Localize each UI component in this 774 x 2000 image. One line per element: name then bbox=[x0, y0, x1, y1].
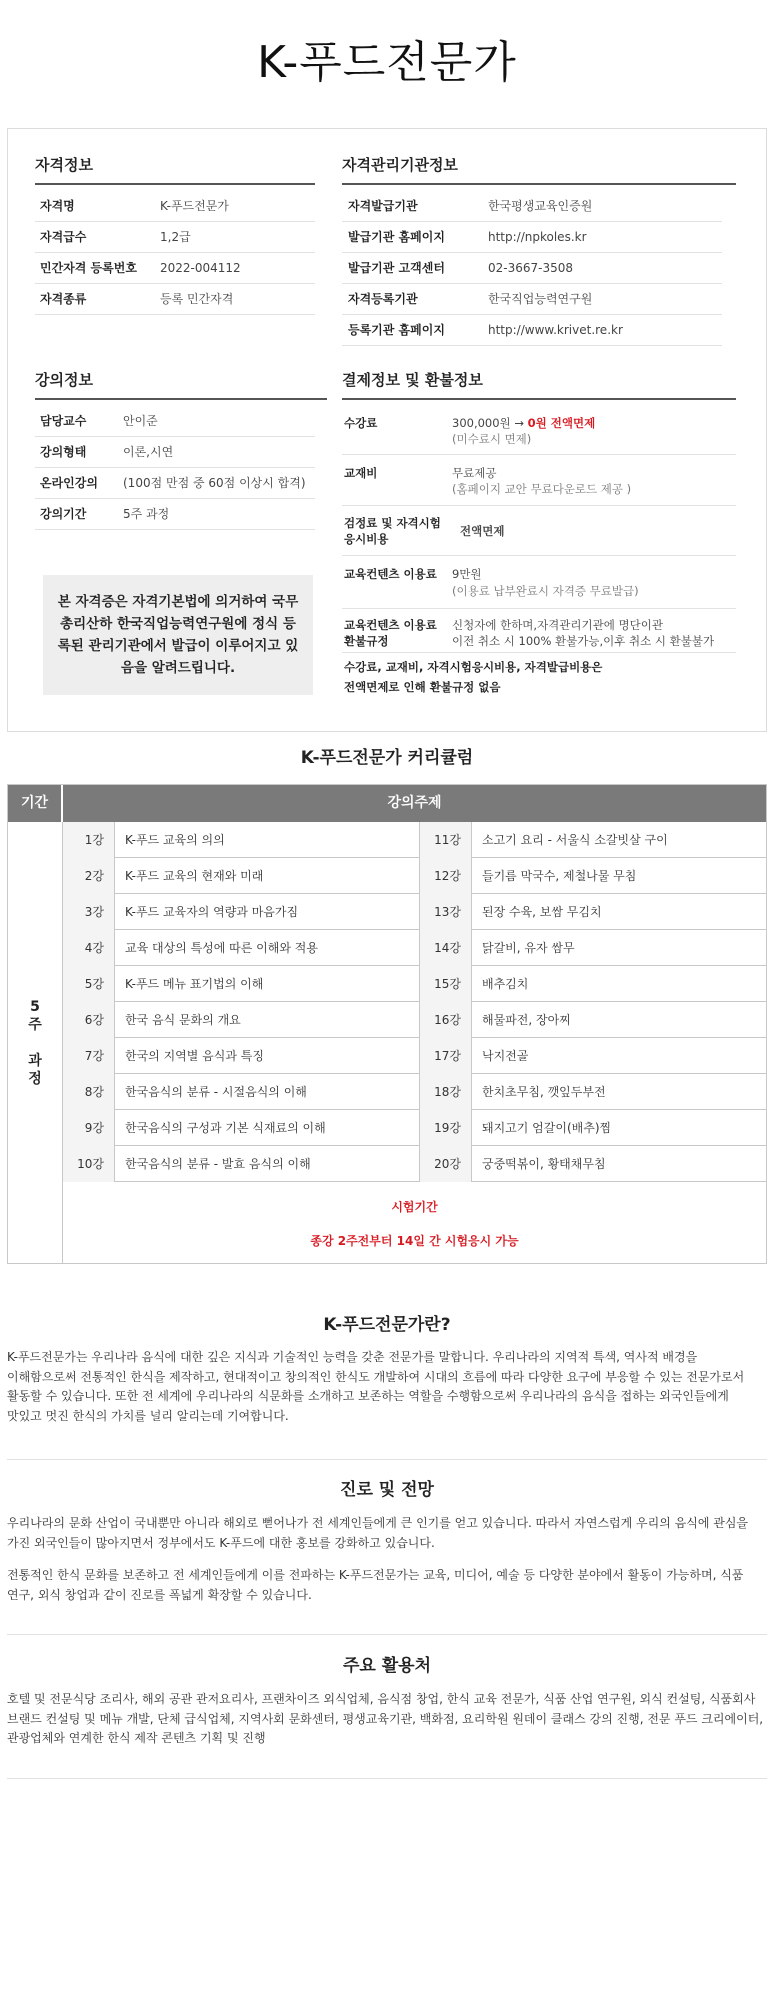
lecture-number: 18강 bbox=[420, 1074, 472, 1110]
agency-value: 한국직업능력연구원 bbox=[488, 292, 593, 306]
career-body-1: 우리나라의 문화 산업이 국내뿐만 아니라 해외로 뻗어나가 전 세계인들에게 큰 인기를 얻고 있습니다. 따라서 자연스럽게 우리의 음식에 관심을 가진 외국인들이 많아지면서 정부에서도 K-푸드에 대한 홍보를 강화하고 있습니다. bbox=[7, 1516, 749, 1550]
refund-summary bbox=[344, 657, 602, 697]
qualification-value: 2022-004112 bbox=[160, 261, 241, 275]
period-cell bbox=[8, 822, 63, 1263]
qualification-key: 민간자격 등록번호 bbox=[40, 261, 137, 275]
agency-heading: 자격관리기관정보 bbox=[342, 155, 736, 185]
lecture-topic: 궁중떡볶이, 황태채무침 bbox=[482, 1157, 606, 1171]
lecture-value: 이론,시연 bbox=[123, 445, 174, 459]
exam-fee-value: 전액면제 bbox=[460, 524, 505, 538]
curriculum-row bbox=[63, 1074, 766, 1110]
agency-value: 02-3667-3508 bbox=[488, 261, 574, 275]
about-body: K-푸드전문가는 우리나라 음식에 대한 깊은 지식과 기술적인 능력을 갖춘 전문가를 말합니다. 우리나라의 지역적 특색, 역사적 배경을 이해함으로써 전통적인 한식을 제작하고, 현대적이고 창의적인 한식도 개발하여 시대의 흐름에 따라 다양한 요구에 부응할 수 있는 전문가로서 활동할 수 있습니다. 또한 전 세계에 우리나라의 식문화를 소개하고 보존하는 역할을 수행함으로써 우리나라의 음식을 접하는 외국인들에게 맛있고 멋진 한식의 가치를 널리 알리는데 기여합니다. bbox=[7, 1350, 745, 1423]
agency-key: 자격등록기관 bbox=[348, 292, 418, 306]
qualification-value: 1,2급 bbox=[160, 230, 191, 244]
lecture-row bbox=[35, 468, 315, 499]
lecture-key: 강의형태 bbox=[40, 445, 87, 459]
lecture-number: 19강 bbox=[420, 1110, 472, 1146]
qualification-value: K-푸드전문가 bbox=[160, 199, 229, 213]
divider bbox=[7, 1634, 767, 1635]
agency-homepage-link[interactable]: http://npkoles.kr bbox=[488, 230, 587, 244]
tuition-free: 0원 전액면제 bbox=[527, 416, 596, 430]
material-sub: (홈페이지 교안 무료다운로드 제공 ) bbox=[452, 482, 632, 496]
lecture-number: 3강 bbox=[63, 894, 115, 930]
qualification-row bbox=[35, 253, 315, 284]
content-fee-row bbox=[342, 556, 736, 609]
refund-summary-line: 수강료, 교재비, 자격시험응시비용, 자격발급비용은 bbox=[344, 660, 603, 674]
lecture-topic: 한치초무침, 깻잎두부전 bbox=[482, 1085, 606, 1099]
lecture-number: 14강 bbox=[420, 930, 472, 966]
agency-key: 발급기관 홈페이지 bbox=[348, 230, 445, 244]
period-text: 5 bbox=[30, 998, 40, 1015]
qualification-row bbox=[35, 191, 315, 222]
agency-key: 자격발급기관 bbox=[348, 199, 418, 213]
curriculum-row bbox=[63, 966, 766, 1002]
curriculum-table bbox=[7, 784, 767, 1264]
column-divider bbox=[419, 1074, 420, 1110]
period-text: 정 bbox=[28, 1070, 42, 1087]
lecture-number: 2강 bbox=[63, 858, 115, 894]
lecture-number: 6강 bbox=[63, 1002, 115, 1038]
exam-fee-label-line: 검정료 및 자격시험 bbox=[344, 516, 441, 530]
column-divider bbox=[419, 1146, 420, 1182]
column-divider bbox=[419, 966, 420, 1002]
lecture-topic: 한국음식의 구성과 기본 식재료의 이해 bbox=[125, 1121, 326, 1135]
lecture-topic: K-푸드 교육자의 역량과 마음가짐 bbox=[125, 905, 299, 919]
qualification-row bbox=[35, 284, 315, 315]
lecture-value: 5주 과정 bbox=[123, 507, 170, 521]
agency-row bbox=[342, 284, 722, 315]
agency-value: 한국평생교육인증원 bbox=[488, 199, 593, 213]
usage-body: 호텔 및 전문식당 조리사, 해외 공관 관저요리사, 프랜차이즈 외식업체, 음식점 창업, 한식 교육 전문가, 식품 산업 연구원, 외식 컨설팅, 식품회사 브랜드 컨설팅 및 메뉴 개발, 단체 급식업체, 지역사회 문화센터, 평생교육기관, 백화점, 요리학원 원데이 클래스 강의 진행, 전문 푸드 크리에이터, 관광업체와 연계한 한식 제작 콘텐츠 기획 및 진행 bbox=[7, 1692, 764, 1745]
divider bbox=[7, 1459, 767, 1460]
qualification-value: 등록 민간자격 bbox=[160, 292, 234, 306]
lecture-topic: K-푸드 교육의 의의 bbox=[125, 833, 225, 847]
refund-label-line: 교육컨텐츠 이용료 bbox=[344, 618, 437, 632]
curriculum-row bbox=[63, 822, 766, 858]
refund-value bbox=[452, 617, 714, 649]
agency-key: 발급기관 고객센터 bbox=[348, 261, 445, 275]
period-text: 과 bbox=[28, 1052, 42, 1069]
lecture-topic: 한국의 지역별 음식과 특징 bbox=[125, 1049, 264, 1063]
refund-label-line: 환불규정 bbox=[344, 634, 389, 648]
material-row bbox=[342, 455, 736, 506]
lecture-topic: 해물파전, 장아찌 bbox=[482, 1013, 571, 1027]
lecture-heading: 강의정보 bbox=[35, 370, 327, 400]
tuition-value bbox=[452, 415, 595, 431]
lecture-topic: K-푸드 메뉴 표기법의 이해 bbox=[125, 977, 264, 991]
lecture-number: 15강 bbox=[420, 966, 472, 1002]
content-fee-value: 9만원 bbox=[452, 567, 482, 581]
registry-homepage-link[interactable]: http://www.krivet.re.kr bbox=[488, 323, 623, 337]
topic-column-header: 강의주제 bbox=[387, 795, 442, 811]
period-column-header: 기간 bbox=[8, 785, 63, 822]
qualification-heading: 자격정보 bbox=[35, 155, 315, 185]
curriculum-row bbox=[63, 1110, 766, 1146]
exam-fee-label-line: 응시비용 bbox=[344, 532, 389, 546]
qualification-row bbox=[35, 222, 315, 253]
lecture-row bbox=[35, 499, 315, 530]
tuition-row bbox=[342, 405, 736, 455]
usage-heading: 주요 활용처 bbox=[342, 1656, 432, 1676]
page-title: K-푸드전문가 bbox=[257, 37, 517, 88]
content-fee-label: 교육컨텐츠 이용료 bbox=[344, 567, 437, 581]
lecture-number: 9강 bbox=[63, 1110, 115, 1146]
curriculum-row bbox=[63, 930, 766, 966]
career-body-2: 전통적인 한식 문화를 보존하고 전 세계인들에게 이를 전파하는 K-푸드전문가는 교육, 미디어, 예술 등 다양한 분야에서 활동이 가능하며, 식품 연구, 외식 창업과 같이 진로를 폭넓게 확장할 수 있습니다. bbox=[7, 1568, 744, 1602]
agency-key: 등록기관 홈페이지 bbox=[348, 323, 445, 337]
lecture-number: 20강 bbox=[420, 1146, 472, 1182]
refund-value-line: 신청자에 한하며,자격관리기관에 명단이관 bbox=[452, 618, 663, 632]
exam-fee-row bbox=[342, 506, 736, 556]
lecture-topic: K-푸드 교육의 현재와 미래 bbox=[125, 869, 264, 883]
agency-row bbox=[342, 191, 722, 222]
info-box bbox=[7, 128, 767, 732]
curriculum-row bbox=[63, 894, 766, 930]
payment-heading: 결제정보 및 환불정보 bbox=[342, 370, 736, 400]
tuition-sub: (미수료시 면제) bbox=[452, 432, 532, 446]
lecture-number: 7강 bbox=[63, 1038, 115, 1074]
material-value: 무료제공 bbox=[452, 466, 497, 480]
lecture-number: 1강 bbox=[63, 822, 115, 858]
exam-period-title: 시험기간 bbox=[391, 1200, 438, 1214]
lecture-row bbox=[35, 437, 315, 468]
lecture-value: 안이준 bbox=[123, 414, 158, 428]
divider bbox=[7, 1778, 767, 1779]
lecture-topic: 한국음식의 분류 - 발효 음식의 이해 bbox=[125, 1157, 311, 1171]
lecture-number: 5강 bbox=[63, 966, 115, 1002]
lecture-topic: 소고기 요리 - 서울식 소갈빗살 구이 bbox=[482, 833, 668, 847]
certification-notice: 본 자격증은 자격기본법에 의거하여 국무총리산하 한국직업능력연구원에 정식 등록된 관리기관에서 발급이 이루어지고 있음을 알려드립니다. bbox=[43, 575, 313, 695]
content-fee-sub: (이용료 납부완료시 자격증 무료발급) bbox=[452, 584, 639, 598]
refund-summary-line: 전액면제로 인해 환불규정 없음 bbox=[344, 680, 501, 694]
qualification-key: 자격명 bbox=[40, 199, 75, 213]
curriculum-title: K-푸드전문가 커리큘럼 bbox=[300, 748, 474, 768]
curriculum-row bbox=[63, 1038, 766, 1074]
lecture-topic: 한국음식의 분류 - 시절음식의 이해 bbox=[125, 1085, 307, 1099]
lecture-topic: 교육 대상의 특성에 따른 이해와 적용 bbox=[125, 941, 318, 955]
lecture-number: 12강 bbox=[420, 858, 472, 894]
period-text: 주 bbox=[28, 1016, 42, 1033]
lecture-row bbox=[35, 406, 315, 437]
tuition-price: 300,000원 bbox=[452, 416, 511, 430]
column-divider bbox=[419, 930, 420, 966]
lecture-key: 담당교수 bbox=[40, 414, 87, 428]
refund-value-line: 이전 취소 시 100% 환불가능,이후 취소 시 환불불가 bbox=[452, 634, 715, 648]
column-divider bbox=[419, 894, 420, 930]
agency-row bbox=[342, 222, 722, 253]
lecture-topic: 한국 음식 문화의 개요 bbox=[125, 1013, 241, 1027]
lecture-number: 16강 bbox=[420, 1002, 472, 1038]
lecture-value: (100점 만점 중 60점 이상시 합격) bbox=[123, 476, 306, 490]
agency-row bbox=[342, 315, 722, 346]
lecture-number: 17강 bbox=[420, 1038, 472, 1074]
lecture-key: 강의기간 bbox=[40, 507, 87, 521]
column-divider bbox=[419, 858, 420, 894]
curriculum-row bbox=[63, 858, 766, 894]
column-divider bbox=[419, 822, 420, 858]
lecture-number: 4강 bbox=[63, 930, 115, 966]
agency-row bbox=[342, 253, 722, 284]
lecture-topic: 닭갈비, 유자 쌈무 bbox=[482, 941, 575, 955]
exam-period bbox=[63, 1182, 766, 1263]
lecture-key: 온라인강의 bbox=[40, 476, 98, 490]
column-divider bbox=[419, 1110, 420, 1146]
exam-fee-label bbox=[344, 515, 441, 547]
curriculum-header bbox=[8, 785, 766, 822]
lecture-number: 13강 bbox=[420, 894, 472, 930]
refund-label bbox=[344, 617, 437, 649]
lecture-topic: 배추김치 bbox=[482, 977, 529, 991]
column-divider bbox=[419, 1038, 420, 1074]
refund-row bbox=[342, 609, 736, 653]
lecture-topic: 낙지전골 bbox=[482, 1049, 529, 1063]
lecture-topic: 된장 수육, 보쌈 무김치 bbox=[482, 905, 602, 919]
curriculum-row bbox=[63, 1146, 766, 1182]
career-heading: 진로 및 전망 bbox=[340, 1480, 434, 1500]
curriculum-row bbox=[63, 1002, 766, 1038]
column-divider bbox=[419, 1002, 420, 1038]
lecture-number: 8강 bbox=[63, 1074, 115, 1110]
exam-period-desc: 종강 2주전부터 14일 간 시험응시 가능 bbox=[310, 1234, 519, 1248]
about-heading: K-푸드전문가란? bbox=[323, 1315, 451, 1335]
material-label: 교재비 bbox=[344, 466, 378, 480]
lecture-number: 10강 bbox=[63, 1146, 115, 1182]
tuition-label: 수강료 bbox=[344, 416, 378, 430]
arrow-icon: → bbox=[514, 416, 524, 430]
qualification-key: 자격급수 bbox=[40, 230, 87, 244]
lecture-topic: 돼지고기 엄갈이(배추)찜 bbox=[482, 1121, 612, 1135]
qualification-key: 자격종류 bbox=[40, 292, 87, 306]
lecture-number: 11강 bbox=[420, 822, 472, 858]
lecture-topic: 들기름 막국수, 제철나물 무침 bbox=[482, 869, 637, 883]
